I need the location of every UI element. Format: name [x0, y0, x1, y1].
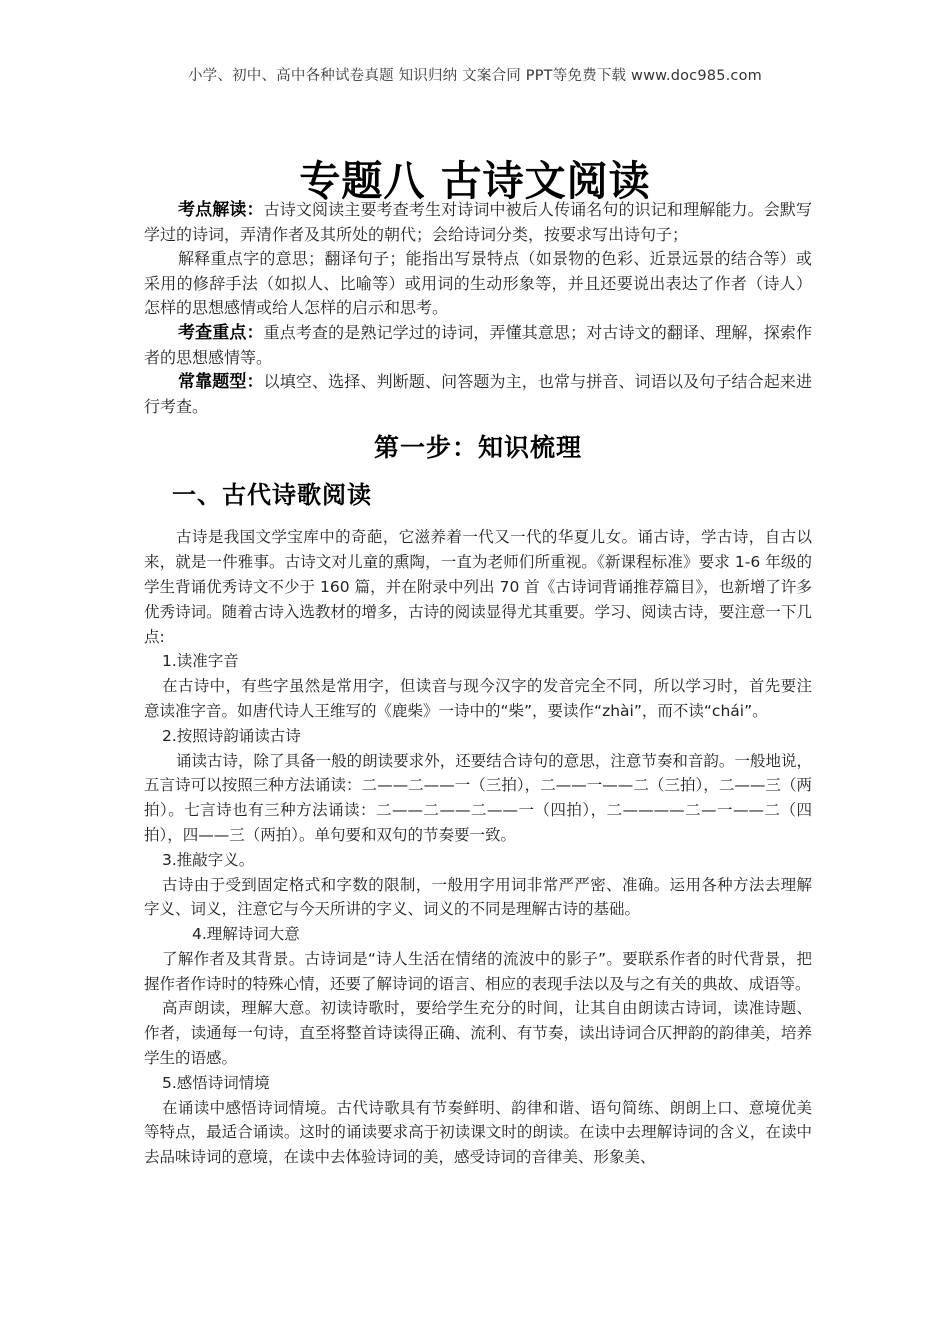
section-body: [144, 525, 812, 1170]
item-1-title: 1.读准字音: [162, 652, 239, 671]
item-3-text: 古诗由于受到固定格式和字数的限制，一般用字用词非常严严密、准确。运用各种方法去理解字义、词义，注意它与今天所讲的字义、词义的不同是理解古诗的基础。: [144, 875, 812, 919]
item-3-title: 3.推敲字义。: [162, 850, 255, 869]
item-2-title: 2.按照诗韵诵读古诗: [162, 726, 301, 745]
section-heading: 一、古代诗歌阅读: [172, 481, 372, 510]
zhongdian-label: 考查重点：: [178, 322, 264, 343]
item-5-title: 5.感悟诗词情境: [162, 1073, 270, 1092]
kaodian-paragraph: [144, 198, 812, 247]
zhongdian-paragraph: [144, 321, 812, 370]
page-title: 专题八 古诗文阅读: [299, 157, 651, 205]
page-header: 小学、初中、高中各种试卷真题 知识归纳 文案合同 PPT等免费下载 www.doc985.com: [187, 68, 763, 84]
jieshi-paragraph: 解释重点字的意思；翻译句子；能指出写景特点（如景物的色彩、近景远景的结合等）或采用的修辞手法（如拟人、比喻等）或用词的生动形象等，并且还要说出表达了作者（诗人）怎样的思想感情或给人怎样的启示和思考。: [144, 249, 812, 318]
item-2-text: 诵读古诗，除了具备一般的朗读要求外，还要结合诗句的意思，注意节奏和音韵。一般地说，五言诗可以按照三种方法诵读：二——二——一（三拍），二——一——二（三拍），二——三（两拍）。七言诗也有三种方法诵读：二——二——二——一（四拍），二————二—一——二（四拍），四——三（两拍）。单句要和双句的节奏要一致。: [144, 751, 812, 844]
zhongdian-text: 重点考查的是熟记学过的诗词，弄懂其意思；对古诗文的翻译、理解，探索作者的思想感情等。: [144, 322, 812, 367]
item-4-text-1: 了解作者及其背景。古诗词是“诗人生活在情绪的流波中的影子”。要联系作者的时代背景，把握作者作诗时的特殊心情，还要了解诗词的语言、相应的表现手法以及与之有关的典故、成语等。: [144, 949, 812, 993]
item-4-title: 4.理解诗词大意: [192, 925, 300, 944]
kaodian-text: 古诗文阅读主要考查考生对诗词中被后人传诵名句的识记和理解能力。会默写学过的诗词，弄清作者及其所处的朝代；会给诗词分类，按要求写出诗句子；: [144, 200, 812, 244]
step-heading: 第一步：知识梳理: [373, 433, 582, 463]
intro-paragraph: 古诗是我国文学宝库中的奇葩，它滋养着一代又一代的华夏儿女。诵古诗，学古诗，自古以来，就是一件雅事。古诗文对儿童的熏陶，一直为老师们所重视。《新课程标准》要求 1-6 年级的学生背诵优秀诗文不少于 160 篇，并在附录中列出 70 首《古诗词背诵推荐篇目》，也新增了许多优秀诗词。随着古诗入选教材的增多，古诗的阅读显得尤其重要。学习、阅读古诗，要注意一下几点:: [144, 528, 812, 646]
kaodian-label: 考点解读：: [178, 200, 264, 220]
item-5-text: 在诵读中感悟诗词情境。古代诗歌具有节奏鲜明、韵律和谐、语句简练、朗朗上口、意境优美等特点，最适合诵读。这时的诵读要求高于初读课文时的朗读。在读中去理解诗词的含义，在读中去品味诗词的意境，在读中去体验诗词的美，感受诗词的音律美、形象美、: [144, 1098, 812, 1167]
tixing-text: 以填空、选择、判断题、问答题为主，也常与拼音、词语以及句子结合起来进行考查。: [144, 372, 812, 416]
tixing-label: 常靠题型：: [178, 372, 264, 393]
tixing-paragraph: [144, 370, 812, 419]
document-body: [144, 198, 812, 1170]
item-4-text-2: 高声朗读，理解大意。初读诗歌时，要给学生充分的时间，让其自由朗读古诗词，读准诗题、作者，读通每一句诗，直至将整首诗读得正确、流利、有节奏，读出诗词合仄押韵的韵律美，培养学生的语感。: [144, 999, 812, 1068]
item-1-text: 在古诗中，有些字虽然是常用字，但读音与现今汉字的发音完全不同，所以学习时，首先要注意读准字音。如唐代诗人王维写的《鹿柴》一诗中的“柴”，要读作“zhài”，而不读“chái”。: [144, 677, 812, 720]
